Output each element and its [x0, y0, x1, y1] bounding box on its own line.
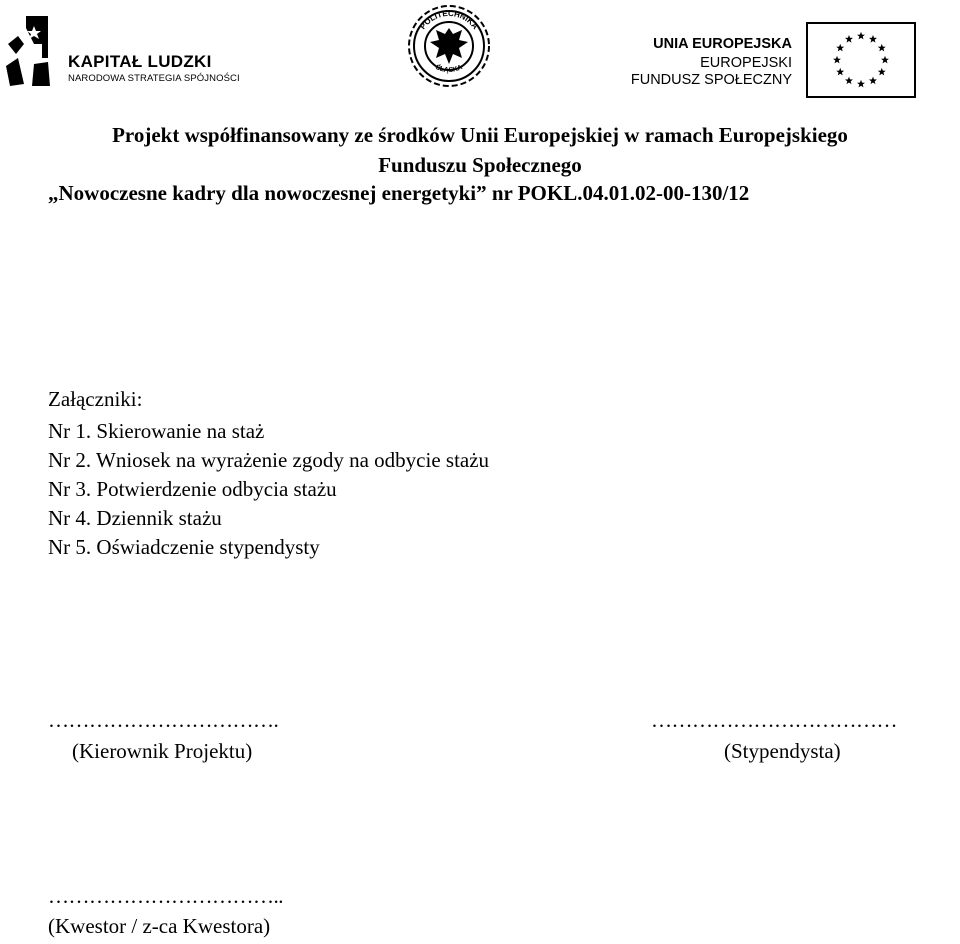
- project-manager-signature-line: …………………………….: [48, 708, 279, 732]
- eu-logo-line-2: EUROPEJSKI: [700, 55, 792, 71]
- eu-social-fund-logo: [630, 22, 916, 102]
- attachment-item: Nr 3. Potwierdzenie odbycia stażu: [48, 477, 337, 501]
- kapital-ludzki-logo: [4, 14, 240, 88]
- attachment-item: Nr 5. Oświadczenie stypendysty: [48, 535, 320, 559]
- intern-signature-line: ………………………………: [651, 708, 897, 732]
- attachment-item: Nr 1. Skierowanie na staż: [48, 419, 265, 443]
- attachment-item: Nr 4. Dziennik stażu: [48, 506, 222, 530]
- kapital-ludzki-emblem-icon: [4, 14, 56, 88]
- kapital-ludzki-title: KAPITAŁ LUDZKI: [68, 52, 212, 71]
- eu-logo-line-1: UNIA EUROPEJSKA: [653, 36, 792, 52]
- kapital-ludzki-subtitle: NARODOWA STRATEGIA SPÓJNOŚCI: [68, 73, 240, 84]
- quaestor-signature-line: ……………………………..: [48, 884, 283, 908]
- project-manager-signature-label: (Kierownik Projektu): [72, 739, 253, 763]
- intern-signature-label: (Stypendysta): [724, 739, 841, 763]
- seal-bottom-text: ŚLĄSKA: [434, 63, 464, 75]
- project-title-line-2: Funduszu Społecznego: [378, 153, 582, 177]
- attachment-item: Nr 2. Wniosek na wyrażenie zgody na odbycie stażu: [48, 448, 490, 472]
- project-title-line-3: „Nowoczesne kadry dla nowoczesnej energetyki” nr POKL.04.01.02-00-130/12: [48, 181, 750, 205]
- project-title-line-1: Projekt współfinansowany ze środków Unii Europejskiej w ramach Europejskiego: [112, 123, 848, 147]
- politechnika-slaska-seal: [404, 2, 494, 90]
- quaestor-signature-label: (Kwestor / z-ca Kwestora): [48, 914, 271, 938]
- eu-logo-line-3: FUNDUSZ SPOŁECZNY: [630, 72, 792, 88]
- eu-flag-icon: [806, 22, 916, 98]
- attachments-heading: Załączniki:: [48, 387, 143, 411]
- university-seal-icon: [404, 2, 494, 90]
- seal-top-text: POLITECHNIKA: [418, 8, 480, 32]
